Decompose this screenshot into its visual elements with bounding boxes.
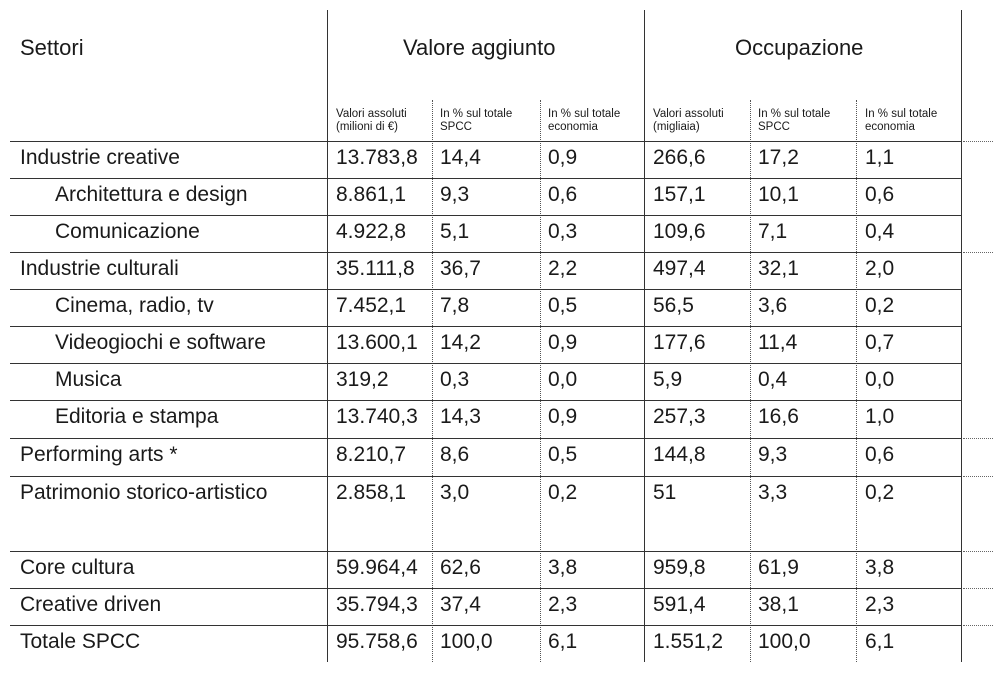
table-cell: 35.111,8	[336, 257, 415, 280]
table-cell: 9,3	[440, 183, 470, 206]
subheader-line: Valori assoluti	[653, 108, 724, 120]
table-cell: 59.964,4	[336, 556, 418, 579]
table-cell: 177,6	[653, 331, 706, 354]
divider-vertical-right	[961, 10, 962, 662]
row-divider	[10, 141, 961, 142]
table-cell: 1,1	[865, 146, 895, 169]
table-cell: 7,1	[758, 220, 788, 243]
row-divider-dotted-extension	[963, 625, 993, 626]
table-cell: 5,1	[440, 220, 470, 243]
table-cell: 0,4	[758, 368, 788, 391]
table-cell: 8,6	[440, 443, 470, 466]
row-divider-dotted-extension	[963, 141, 993, 142]
table-cell: 51	[653, 481, 677, 504]
subheader-line: Valori assoluti	[336, 108, 407, 120]
table-cell: 2,3	[548, 593, 578, 616]
divider-vertical-dotted	[750, 100, 751, 662]
row-label: Performing arts *	[20, 443, 178, 466]
table-cell: 3,3	[758, 481, 788, 504]
row-divider	[10, 289, 961, 290]
row-divider-dotted-extension	[963, 438, 993, 439]
table-cell: 2,2	[548, 257, 578, 280]
subheader-line: In % sul totale	[548, 108, 621, 120]
table-cell: 37,4	[440, 593, 481, 616]
row-label: Musica	[55, 368, 122, 391]
table-cell: 17,2	[758, 146, 799, 169]
table-cell: 0,6	[548, 183, 578, 206]
table-cell: 0,2	[548, 481, 578, 504]
table-cell: 62,6	[440, 556, 481, 579]
divider-vertical-occupazione	[644, 10, 645, 662]
table-cell: 6,1	[865, 630, 895, 653]
row-divider-dotted-extension	[963, 551, 993, 552]
table-cell: 0,0	[865, 368, 895, 391]
table-cell: 32,1	[758, 257, 799, 280]
table-cell: 56,5	[653, 294, 694, 317]
row-divider	[10, 400, 961, 401]
table-cell: 257,3	[653, 405, 706, 428]
subheader-line: SPCC	[758, 121, 790, 133]
header-valore-aggiunto: Valore aggiunto	[403, 35, 556, 60]
table-cell: 0,6	[865, 443, 895, 466]
table-cell: 266,6	[653, 146, 706, 169]
subheader-line: SPCC	[440, 121, 472, 133]
row-divider	[10, 476, 961, 477]
table-cell: 35.794,3	[336, 593, 418, 616]
table-cell: 9,3	[758, 443, 788, 466]
row-divider	[10, 551, 961, 552]
subheader-line: In % sul totale	[865, 108, 938, 120]
table-cell: 0,3	[440, 368, 470, 391]
table-cell: 11,4	[758, 331, 798, 354]
subheader-line: In % sul totale	[758, 108, 831, 120]
subheader-cell	[653, 108, 724, 134]
table-cell: 3,0	[440, 481, 470, 504]
row-label: Cinema, radio, tv	[55, 294, 214, 317]
row-label: Totale SPCC	[20, 630, 141, 653]
row-label: Videogiochi e software	[55, 331, 266, 354]
table-cell: 7.452,1	[336, 294, 407, 317]
table-cell: 0,9	[548, 146, 578, 169]
table-cell: 0,4	[865, 220, 895, 243]
table-cell: 8.210,7	[336, 443, 407, 466]
table-cell: 3,8	[865, 556, 895, 579]
table-cell: 0,3	[548, 220, 578, 243]
table-cell: 109,6	[653, 220, 706, 243]
table-cell: 1.551,2	[653, 630, 724, 653]
subheader-line: (migliaia)	[653, 121, 700, 133]
row-label: Editoria e stampa	[55, 405, 219, 428]
table-cell: 0,2	[865, 294, 895, 317]
row-label: Patrimonio storico-artistico	[20, 481, 268, 504]
row-divider-dotted-extension	[963, 476, 993, 477]
row-divider	[10, 326, 961, 327]
table-cell: 4.922,8	[336, 220, 407, 243]
subheader-cell	[865, 108, 937, 134]
table-cell: 959,8	[653, 556, 706, 579]
table-cell: 591,4	[653, 593, 706, 616]
table-cell: 0,7	[865, 331, 895, 354]
table-cell: 13.600,1	[336, 331, 418, 354]
row-divider-dotted-extension	[963, 252, 993, 253]
table-cell: 0,9	[548, 405, 578, 428]
table-cell: 0,5	[548, 443, 578, 466]
subheader-cell	[548, 108, 620, 134]
table-cell: 14,4	[440, 146, 481, 169]
table-cell: 36,7	[440, 257, 481, 280]
row-label: Architettura e design	[55, 183, 248, 206]
table-cell: 7,8	[440, 294, 470, 317]
table-cell: 6,1	[548, 630, 578, 653]
table-cell: 2,0	[865, 257, 895, 280]
header-settori: Settori	[20, 35, 84, 60]
table-cell: 10,1	[758, 183, 799, 206]
table-cell: 13.783,8	[336, 146, 418, 169]
row-label: Comunicazione	[55, 220, 200, 243]
row-label: Core cultura	[20, 556, 135, 579]
table-cell: 0,6	[865, 183, 895, 206]
table-cell: 16,6	[758, 405, 799, 428]
row-divider	[10, 438, 961, 439]
table-cell: 0,0	[548, 368, 578, 391]
subheader-line: economia	[548, 121, 598, 133]
table-cell: 0,9	[548, 331, 578, 354]
row-divider	[10, 178, 961, 179]
table-cell: 319,2	[336, 368, 389, 391]
table-cell: 8.861,1	[336, 183, 407, 206]
subheader-line: In % sul totale	[440, 108, 513, 120]
table-cell: 95.758,6	[336, 630, 418, 653]
table-cell: 157,1	[653, 183, 706, 206]
table-cell: 3,8	[548, 556, 578, 579]
table-cell: 5,9	[653, 368, 683, 391]
table-cell: 2,3	[865, 593, 895, 616]
subheader-cell	[758, 108, 830, 134]
table-cell: 1,0	[865, 405, 895, 428]
table-cell: 100,0	[440, 630, 493, 653]
row-divider	[10, 252, 961, 253]
divider-vertical-dotted	[432, 100, 433, 662]
table-cell: 0,2	[865, 481, 895, 504]
row-divider	[10, 588, 961, 589]
divider-vertical-dotted	[540, 100, 541, 662]
table-cell: 100,0	[758, 630, 811, 653]
subheader-cell	[336, 108, 407, 134]
subheader-line: (milioni di €)	[336, 121, 398, 133]
table-cell: 3,6	[758, 294, 788, 317]
row-label: Creative driven	[20, 593, 162, 616]
table-cell: 61,9	[758, 556, 799, 579]
table-cell: 144,8	[653, 443, 706, 466]
table-cell: 14,3	[440, 405, 481, 428]
table-cell: 497,4	[653, 257, 706, 280]
row-divider	[10, 363, 961, 364]
table-cell: 13.740,3	[336, 405, 418, 428]
header-occupazione: Occupazione	[735, 35, 864, 60]
row-divider	[10, 625, 961, 626]
table-cell: 14,2	[440, 331, 481, 354]
divider-vertical-dotted	[856, 100, 857, 662]
subheader-cell	[440, 108, 512, 134]
row-divider	[10, 215, 961, 216]
subheader-line: economia	[865, 121, 915, 133]
table-cell: 2.858,1	[336, 481, 407, 504]
row-label: Industrie creative	[20, 146, 180, 169]
row-divider-dotted-extension	[963, 588, 993, 589]
table-cell: 0,5	[548, 294, 578, 317]
row-label: Industrie culturali	[20, 257, 179, 280]
divider-vertical-settori	[327, 10, 328, 662]
table-cell: 38,1	[758, 593, 799, 616]
